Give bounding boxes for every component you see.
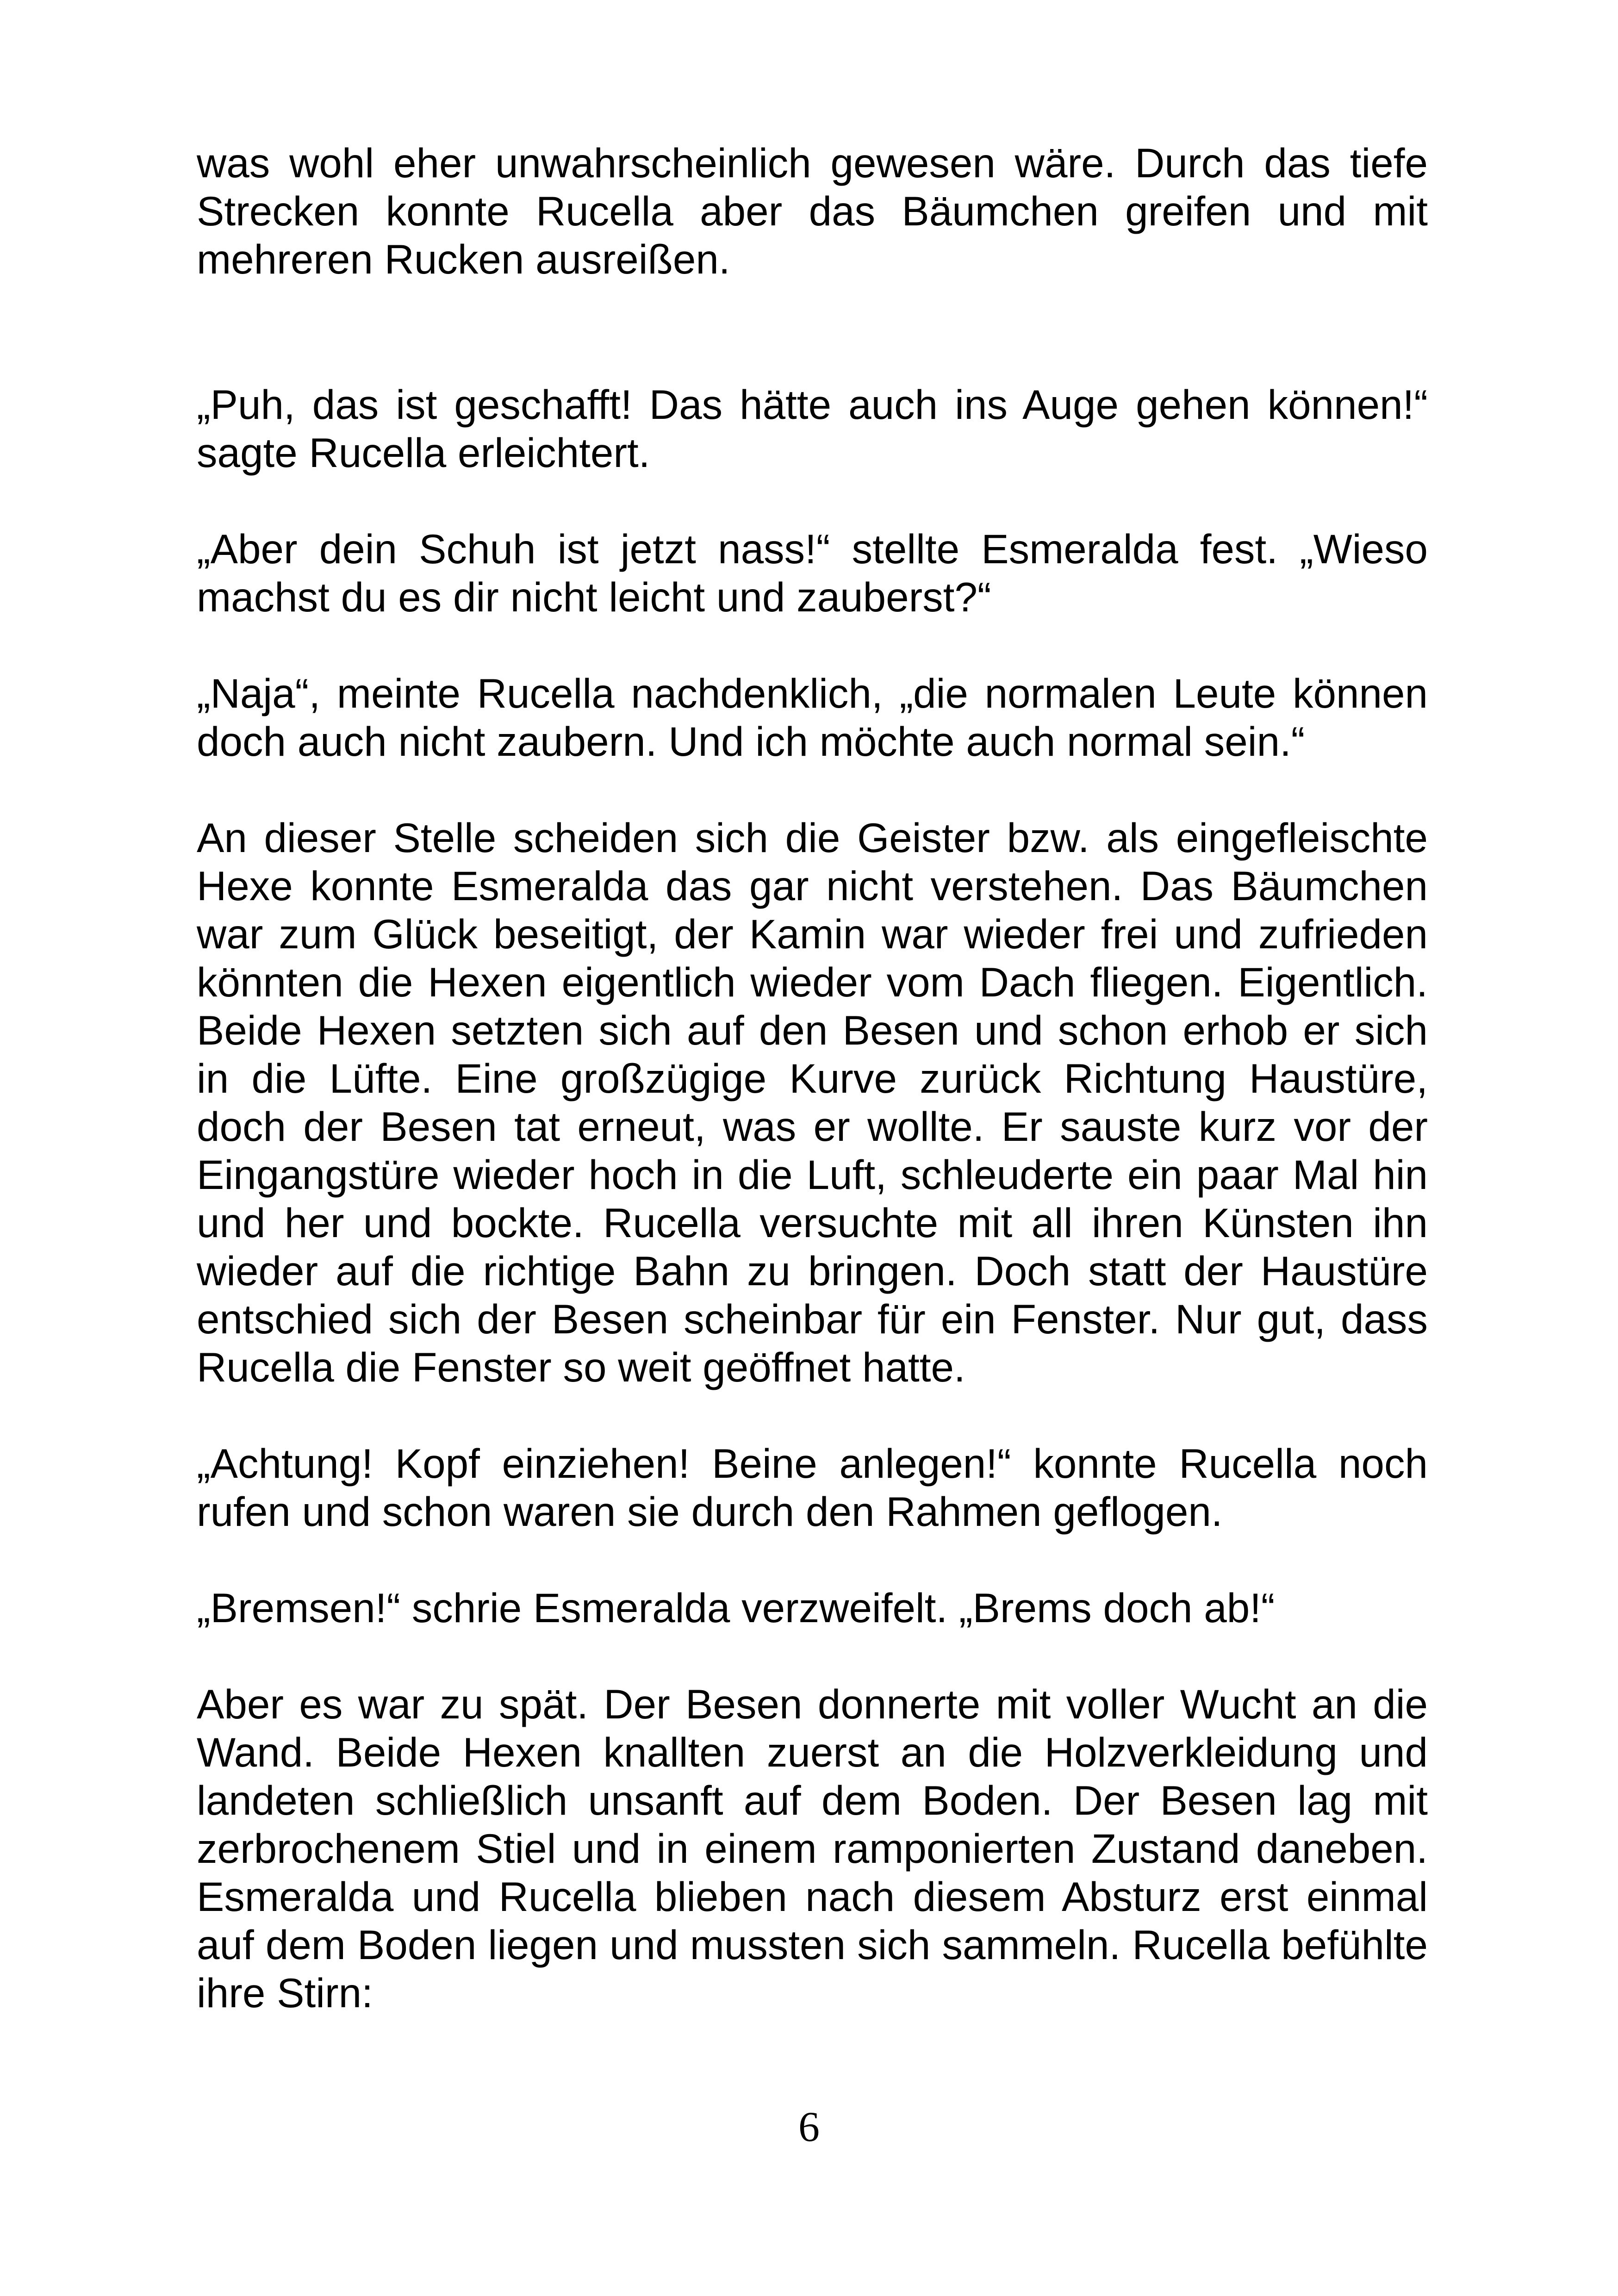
paragraph-4: „Naja“, meinte Rucella nachdenklich, „die normalen Leute können doch auch nicht zaubern. Und ich möchte auch normal sein.“ (197, 670, 1428, 765)
paragraph-2: „Puh, das ist geschafft! Das hätte auch ins Auge gehen können!“ sagte Rucella erleichtert. (197, 381, 1428, 476)
paragraph-5: An dieser Stelle scheiden sich die Geister bzw. als eingefleischte Hexe konnte Esmeralda das gar nicht verstehen. Das Bäumchen war zum Glück beseitigt, der Kamin war wieder frei und zufrieden könnten die Hexen eigentlich wieder vom Dach fliegen. Eigentlich. Beide Hexen setzten sich auf den Besen und schon erhob er sich in die Lüfte. Eine großzügige Kurve zurück Richtung Haustüre, doch der Besen tat erneut, was er wollte. Er sauste kurz vor der Eingangstüre wieder hoch in die Luft, schleuderte ein paar Mal hin und her und bockte. Rucella versuchte mit all ihren Künsten ihn wieder auf die richtige Bahn zu bringen. Doch statt der Haustüre entschied sich der Besen scheinbar für ein Fenster. Nur gut, dass Rucella die Fenster so weit geöffnet hatte. (197, 815, 1428, 1390)
page-body (197, 139, 1428, 2017)
page-number: 6 (798, 2103, 820, 2150)
paragraph-7: „Bremsen!“ schrie Esmeralda verzweifelt. „Brems doch ab!“ (197, 1585, 1275, 1631)
paragraph-6: „Achtung! Kopf einziehen! Beine anlegen!“ konnte Rucella noch rufen und schon waren sie durch den Rahmen geflogen. (197, 1440, 1428, 1535)
paragraph-3: „Aber dein Schuh ist jetzt nass!“ stellte Esmeralda fest. „Wieso machst du es dir nicht leicht und zauberst?“ (197, 526, 1428, 620)
paragraph-1: was wohl eher unwahrscheinlich gewesen wäre. Durch das tiefe Strecken konnte Rucella aber das Bäumchen greifen und mit mehreren Rucken ausreißen. (197, 140, 1428, 282)
paragraph-8: Aber es war zu spät. Der Besen donnerte mit voller Wucht an die Wand. Beide Hexen knallten zuerst an die Holzverkleidung und landeten schließlich unsanft auf dem Boden. Der Besen lag mit zerbrochenem Stiel und in einem ramponierten Zustand daneben. Esmeralda und Rucella blieben nach diesem Absturz erst einmal auf dem Boden liegen und mussten sich sammeln. Rucella befühlte ihre Stirn: (197, 1681, 1428, 2016)
